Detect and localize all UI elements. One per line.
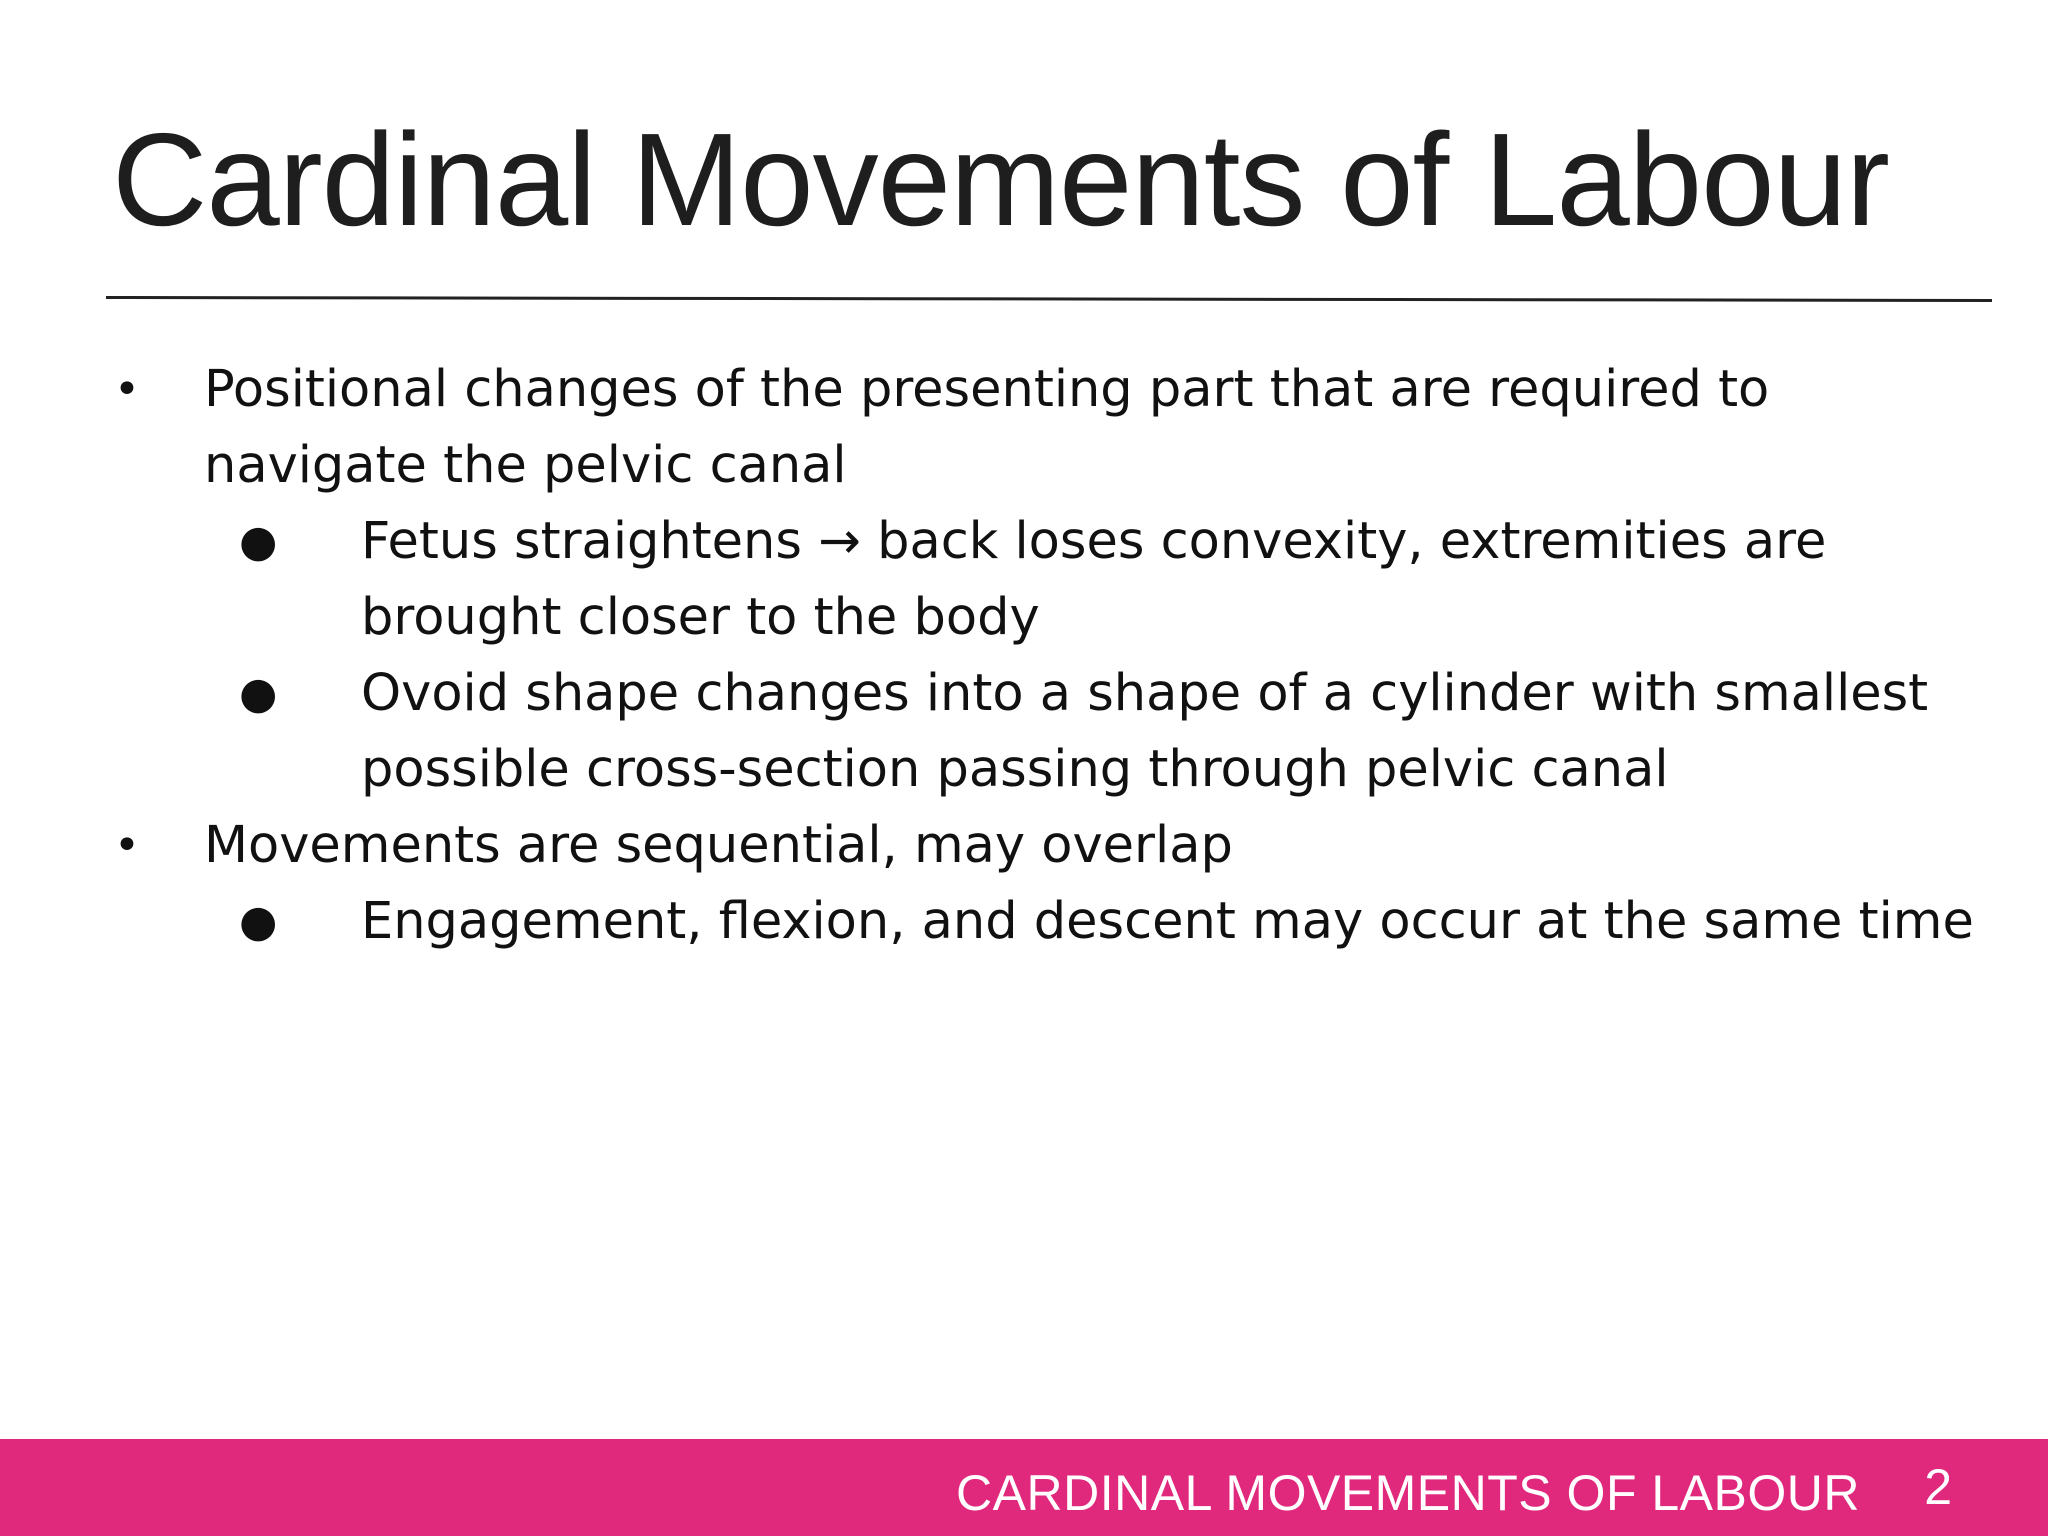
footer-label: CARDINAL MOVEMENTS OF LABOUR (956, 1465, 1860, 1521)
bullet-line: Positional changes of the presenting part that are required to (204, 360, 1770, 419)
title-divider (106, 296, 1992, 302)
sub-bullet-item (0, 504, 2048, 656)
sub-bullet-item (0, 884, 2048, 960)
bullet-line: Ovoid shape changes into a shape of a cylinder with smallest (361, 664, 1929, 723)
bullet-line: Fetus straightens → back loses convexity, extremities are (361, 512, 1827, 571)
bullet-marker: • (114, 364, 140, 415)
bullet-line: Movements are sequential, may overlap (204, 816, 1233, 875)
sub-bullet-marker: ● (239, 896, 278, 947)
page-number: 2 (1924, 1459, 1952, 1515)
sub-bullet-marker: ● (239, 516, 278, 567)
bullet-line: possible cross-section passing through pelvic canal (361, 740, 1669, 799)
bullet-item (0, 808, 2048, 884)
bullet-marker: • (114, 820, 140, 871)
bullet-line: Engagement, flexion, and descent may occur at the same time (361, 892, 1974, 951)
bullet-line: brought closer to the body (361, 588, 1040, 647)
sub-bullet-item (0, 656, 2048, 808)
footer-bar (0, 1439, 2048, 1536)
bullet-item (0, 352, 2048, 504)
slide-title: Cardinal Movements of Labour (112, 106, 1889, 253)
bullet-list (0, 352, 2048, 960)
bullet-line: navigate the pelvic canal (204, 436, 847, 495)
sub-bullet-marker: ● (239, 668, 278, 719)
